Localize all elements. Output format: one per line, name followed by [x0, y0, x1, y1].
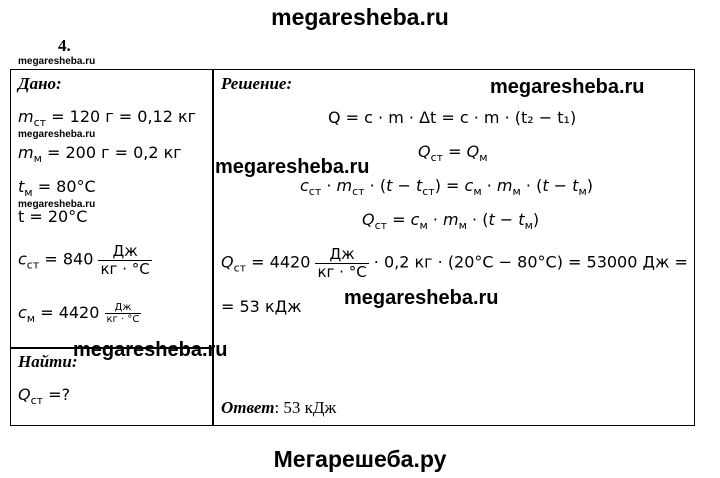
- watermark: megaresheba.ru: [73, 339, 228, 361]
- equation-calculation: $Q_{ст} = 4420$ $\frac{Дж}{кг \cdot ^\circ С}$ · 0,2 кг · (20°С − 80°С) = 53000 Дж =: [221, 245, 688, 281]
- equation-q-st: $Q_{ст} = c_м \cdot m_м \cdot (t - t_м)$: [362, 210, 540, 232]
- equation-heat: Q = c · m · Δt = c · m · (t₂ − t₁): [328, 108, 577, 127]
- given-c-st: $c_{ст} = 840$ $\frac{Дж}{кг \cdot ^\circ С}$: [18, 242, 150, 278]
- find-label: Найти:: [18, 352, 78, 371]
- given-m-st: $m_{ст} = 120$ г = 0,12 кг: [18, 107, 197, 129]
- watermark-bottom: Мегарешеба.ру: [273, 446, 447, 472]
- watermark-small: megaresheba.ru: [18, 56, 96, 67]
- equation-result: = 53 кДж: [221, 297, 302, 316]
- answer: Ответ: 53 кДж: [221, 398, 337, 417]
- given-t-m: $t_м = 80^\circ С$: [18, 177, 96, 199]
- watermark: megaresheba.ru: [215, 156, 370, 178]
- answer-label: Ответ: [221, 398, 275, 417]
- given-c-m: $c_м = 4420$ $\frac{Дж}{кг \cdot ^\circ С}$: [18, 302, 140, 325]
- watermark: megaresheba.ru: [490, 76, 645, 98]
- watermark-small: megaresheba.ru: [18, 129, 96, 140]
- given-label: Дано:: [18, 74, 62, 93]
- given-m-m: $m_м = 200$ г = 0,2 кг: [18, 143, 182, 165]
- table-divider-vertical: [212, 69, 214, 426]
- find-expr: $Q_{ст}$ =?: [18, 385, 71, 407]
- watermark: megaresheba.ru: [344, 287, 499, 309]
- watermark-top: megaresheba.ru: [271, 4, 449, 30]
- watermark-small: megaresheba.ru: [18, 199, 96, 210]
- solution-label: Решение:: [221, 74, 293, 93]
- given-t: t = 20°С: [18, 207, 88, 226]
- equation-balance: $Q_{ст} = Q_м$: [418, 142, 488, 164]
- equation-expanded: $c_{ст} \cdot m_{ст} \cdot (t - t_{ст}) = c_м \cdot m_м \cdot (t - t_м)$: [300, 176, 594, 198]
- problem-number: 4.: [58, 36, 71, 55]
